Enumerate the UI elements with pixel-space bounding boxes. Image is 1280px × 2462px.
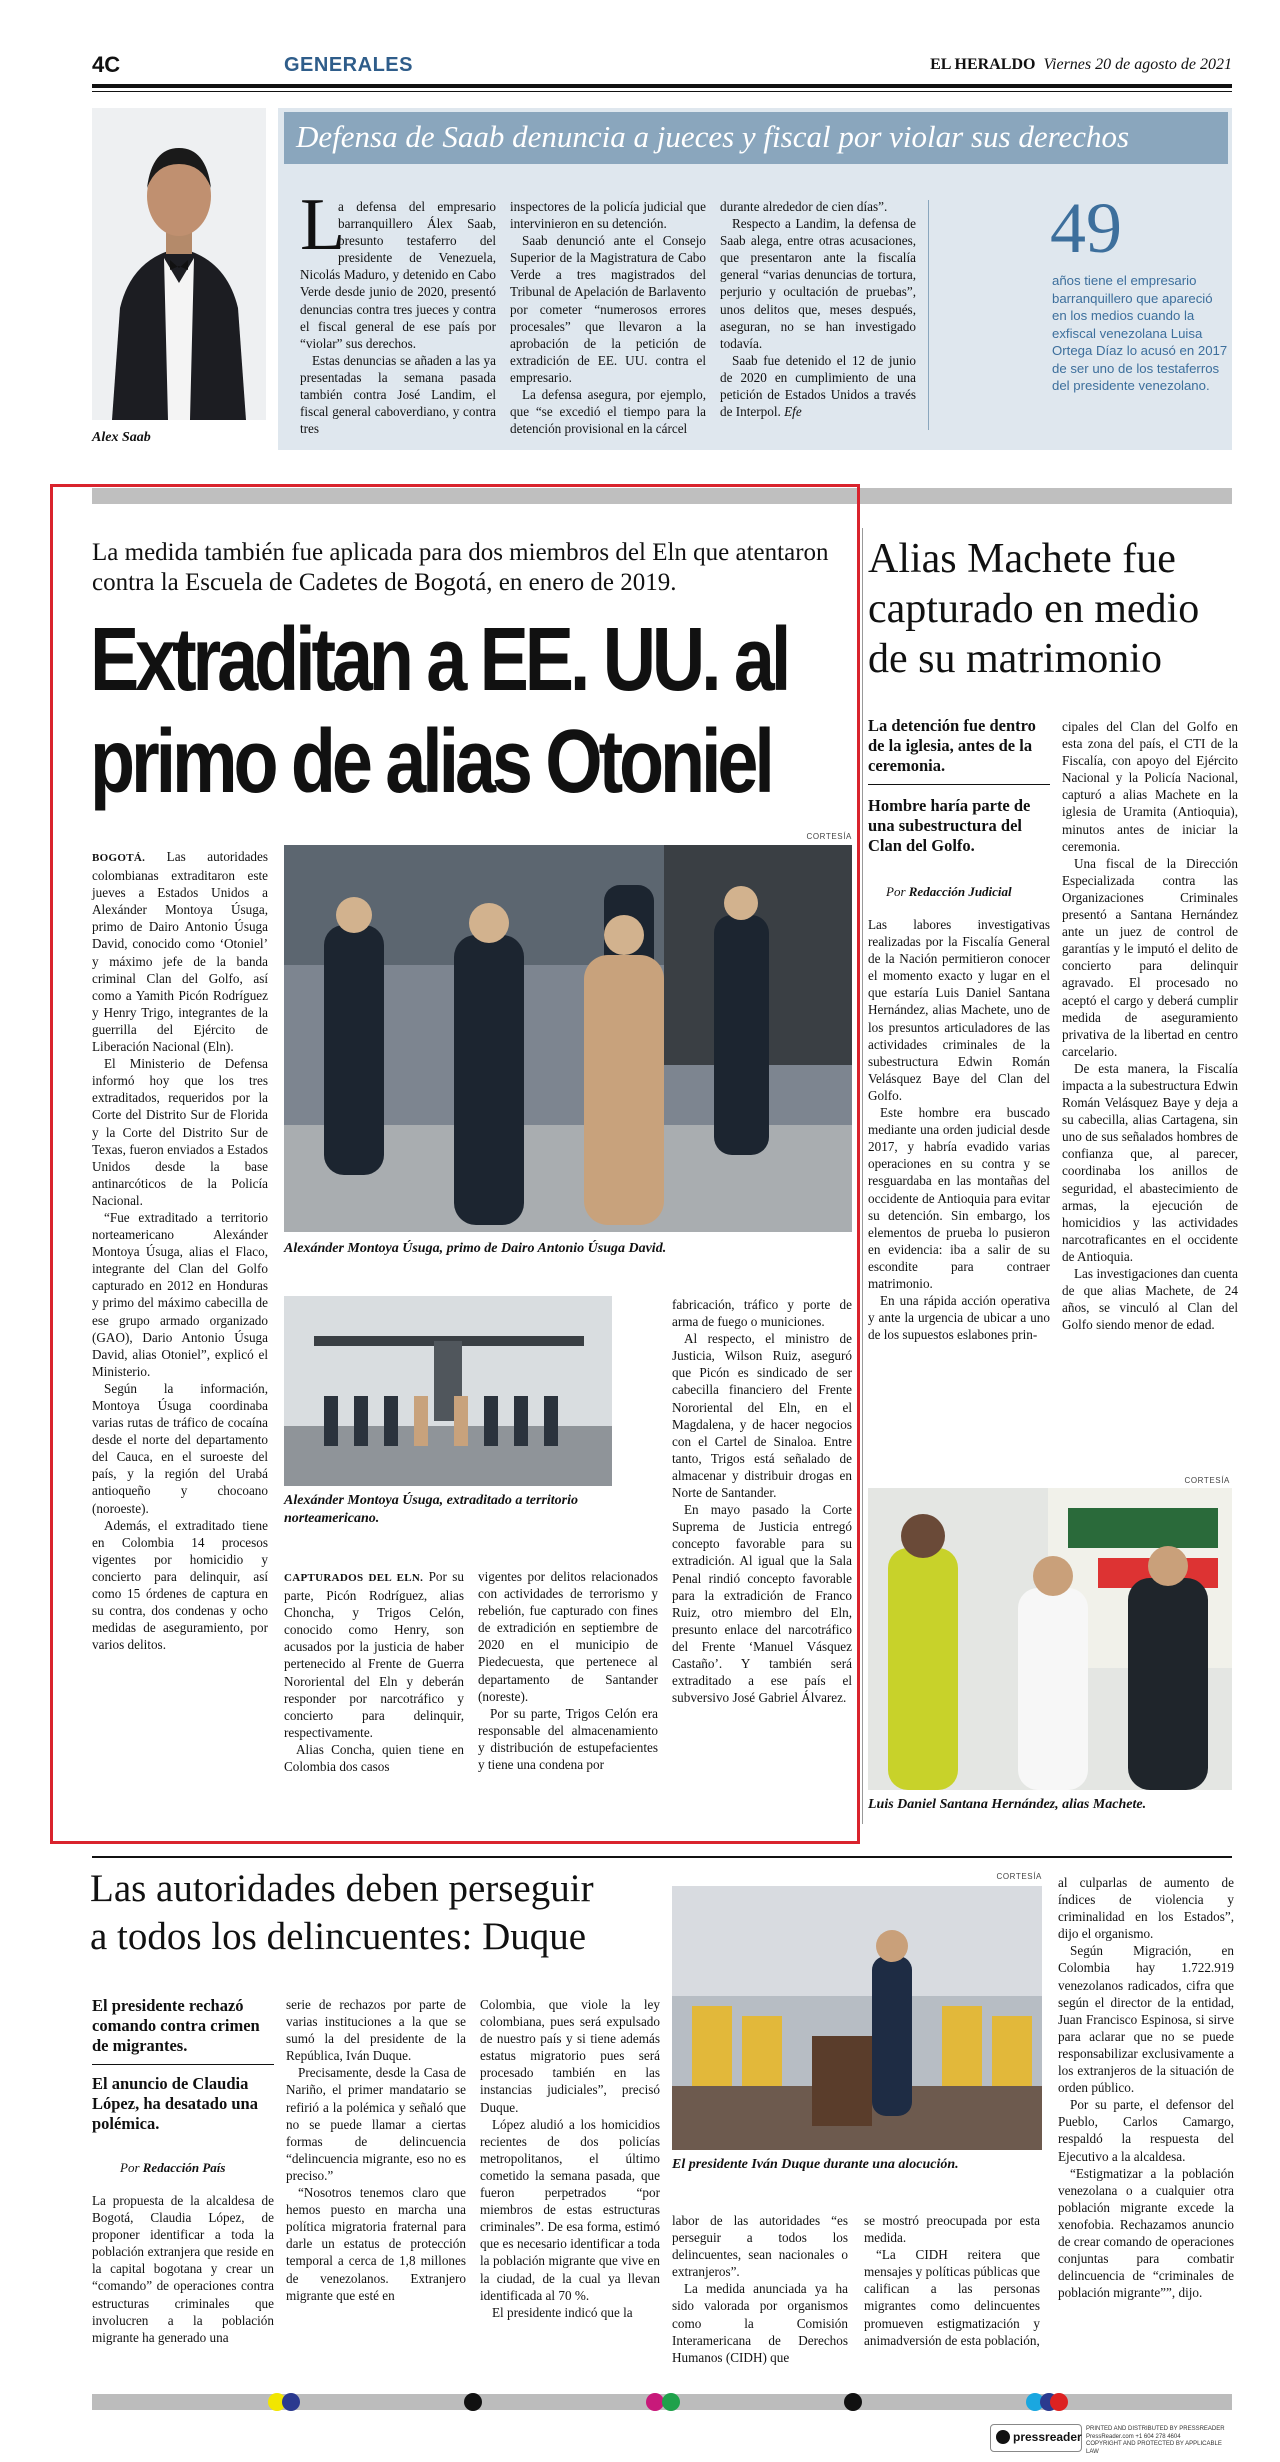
saab-col2 bbox=[510, 198, 706, 437]
duque-photo-credit: CORTESÍA bbox=[996, 1872, 1042, 1881]
fineprint-line2: PressReader.com +1 604 278 4604 bbox=[1086, 2433, 1181, 2440]
machete-photo-caption: Luis Daniel Santana Hernández, alias Machete. bbox=[868, 1797, 1147, 1812]
duque-col3-p2: López aludió a los homicidios recientes de dos policías metropolitanos, el último cometido la semana pasada, que fueron perpetrados “por miembros de estas estructuras criminales”. De esa forma, estimó que es necesario identificar a toda la población migrante que vive en la ciudad, de la cual ya llevan identificada al 70 %. bbox=[480, 2116, 660, 2303]
pressreader-badge[interactable] bbox=[990, 2424, 1082, 2452]
saab-col3-p3: Saab fue detenido el 12 de junio de 2020 en cumplimiento de una petición de Estados Unidos a través de Interpol. Efe bbox=[720, 352, 916, 420]
reg-dot-red bbox=[1050, 2393, 1068, 2411]
machete-col2 bbox=[1062, 718, 1238, 1333]
duque-top-rule bbox=[92, 1856, 1232, 1858]
duque-col2-p3: “Nosotros tenemos claro que hemos puesto en marcha una política migratoria fraternal para darle un estatus de protección temporal a cerca de 1,8 millones de venezolanos. Extranjero migrante que esté en bbox=[286, 2185, 466, 2303]
machete-photo-credit: CORTESÍA bbox=[1184, 1476, 1230, 1485]
main-photo1-caption: Alexánder Montoya Úsuga, primo de Dairo Antonio Úsuga David. bbox=[284, 1241, 667, 1256]
machete-col2-p3: De esta manera, la Fiscalía impacta a la subestructura Edwin Román Velásquez Baye y deja a su cabecilla, alias Cartagena, sin uno de sus señalados hombres de confianza que, al parecer, coordinaba los anillos de seguridad, el abastecimiento de armas, la ejecución de homicidios y las actividades narcotraficantes en el occidente de Antioquia. bbox=[1062, 1060, 1238, 1264]
main-col1-p4: Según la información, Montoya Úsuga coordinaba varias rutas de tráfico de cocaína desde el norte del departamento del Cauca, en el suroeste del país, y la región del Urabá antioqueño y chocoano (noroeste). bbox=[92, 1380, 268, 1516]
fineprint-line1: PRINTED AND DISTRIBUTED BY PRESSREADER bbox=[1086, 2426, 1225, 2432]
machete-col1 bbox=[868, 916, 1050, 1343]
pressreader-logo-icon bbox=[996, 2430, 1010, 2444]
main-col3-p1: fabricación, tráfico y porte de arma de fuego o municiones. bbox=[672, 1297, 852, 1330]
saab-photo-caption: Alex Saab bbox=[92, 430, 151, 445]
saab-col1-p1: a defensa del empresario barranquillero Álex Saab, presunto testaferro del presidente de Venezuela, Nicolás Maduro, y detenido en Cabo Verde desde junio de 2020, presentó denuncias contra tres jueces y contra el fiscal general de ese país por “violar” sus derechos. bbox=[300, 199, 496, 351]
duque-col3-p1: Colombia, que viole la ley colombiana, pues será expulsado de nuestro país y si tiene además estatus migratorio pues será procesado también en las instancias judiciales”, precisó Duque. bbox=[480, 1997, 660, 2115]
saab-stat-text: años tiene el empresario barranquillero que apareció en los medios cuando la exfiscal venezolana Luisa Ortega Díaz lo acusó en 2017 de ser uno de los testaferros del presidente venezolano. bbox=[1052, 273, 1228, 393]
main-col1-p1: BOGOTÁ. Las autoridades colombianas extraditaron este jueves a Estados Unidos a Alexánder Montoya Úsuga, primo de Dairo Antonio Úsuga David, conocido como ‘Otoniel’ y máximo jefe de la banda criminal Clan del Golfo, así como a Yamith Picón Rodríguez y Henry Trigo, integrantes de la guerrilla del Ejército de Liberación Nacional (Eln). bbox=[92, 849, 268, 1055]
duque-col3-p3: El presidente indicó que la bbox=[492, 2304, 633, 2320]
main-headline-line1: Extraditan a EE. UU. al bbox=[90, 610, 788, 710]
main-col-a bbox=[284, 1568, 464, 1775]
saab-col2-p1: inspectores de la policía judicial que intervinieron en su detención. bbox=[510, 199, 706, 232]
saab-col2-p2: Saab denunció ante el Consejo Superior de la Magistratura de Cabo Verde a tres magistrados del Tribunal de Apelación de Barlavento por cometer “numerosos errores procesales” que llevaron a la aprobación de la petición de extradición de EE. UU. contra el empresario. bbox=[510, 233, 706, 385]
machete-col2-p1: cipales del Clan del Golfo en esta zona del país, el CTI de la Fiscalía, con apoyo del Ejército Nacional y la Policía Nacional, capturó a alias Machete en la iglesia de Uramita (Antioquia), minutos antes de iniciar la ceremonia. bbox=[1062, 719, 1238, 854]
main-photo2 bbox=[284, 1296, 612, 1486]
main-col3-p3: En mayo pasado la Corte Suprema de Justicia entregó concepto favorable para su extradición. Al igual que la Sala Penal rindió concepto favorable para la extradición de Franco Ruiz, otro miembro del Eln, presunto enlace del narcotráfico del Frente ‘Manuel Vásquez Castaño’. Y también será extraditado a ese país el subversivo José Gabriel Álvarez. bbox=[672, 1502, 852, 1706]
machete-byline: Por Redacción Judicial bbox=[886, 884, 1012, 899]
machete-sub-rule bbox=[868, 784, 1050, 785]
main-col3-p2: Al respecto, el ministro de Justicia, Wilson Ruiz, aseguró que Picón es sindicado de ser cabecilla financiero del Frente Nororiental del Eln, en el Magdalena, y de hacer negocios con el Cartel de Sinaloa. Entre tanto, Trigos está señalado de almacenar y distribuir drogas en Norte de Santander. bbox=[672, 1331, 852, 1501]
main-col1-p5: Además, el extraditado tiene en Colombia 14 procesos vigentes por homicidio y concierto para delinquir, así como 15 órdenes de captura en su contra, dos condenas y ocho medidas de aseguramiento, por varios delitos. bbox=[92, 1517, 268, 1653]
main-photo1-credit: CORTESÍA bbox=[806, 832, 852, 841]
duque-col2-p2: Precisamente, desde la Casa de Nariño, el primer mandatario se refirió a la polémica y señaló que no se puede llamar a ciertas formas de delincuencia “delincuencia migrante, eso no es preciso.” bbox=[286, 2065, 466, 2183]
header-rule-thin bbox=[92, 91, 1232, 92]
saab-stat-number: 49 bbox=[1050, 188, 1122, 268]
saab-stat-divider bbox=[928, 200, 929, 430]
duque-col5-p2: “La CIDH reitera que mensajes y políticas públicas que califican a las personas migrantes como delincuentes promueven estigmatización y animadversión de esta población, bbox=[864, 2247, 1040, 2348]
main-photo1 bbox=[284, 845, 852, 1232]
reg-dot-black-2 bbox=[844, 2393, 862, 2411]
machete-sub2: Hombre haría parte de una subestructura del Clan del Golfo. bbox=[868, 796, 1031, 855]
saab-col3-p1: durante alrededor de cien días”. bbox=[720, 199, 888, 214]
machete-divider bbox=[862, 528, 863, 1824]
main-col3 bbox=[672, 1296, 852, 1706]
machete-sub1: La detención fue dentro de la iglesia, antes de la ceremonia. bbox=[868, 716, 1036, 775]
duque-headline-line1: Las autoridades deben perseguir bbox=[90, 1867, 594, 1910]
paper-name: EL HERALDO bbox=[930, 56, 1036, 73]
main-lead-word: BOGOTÁ. bbox=[92, 852, 146, 864]
saab-col3 bbox=[720, 198, 916, 420]
duque-col6-p1: al culparlas de aumento de índices de violencia y criminalidad en los Estados”, dijo el organismo. bbox=[1058, 1875, 1234, 1942]
main-headline-line2: primo de alias Otoniel bbox=[90, 712, 771, 812]
duque-sub2: El anuncio de Claudia López, ha desatado una polémica. bbox=[92, 2074, 258, 2133]
reg-dot-black bbox=[464, 2393, 482, 2411]
saab-col3-p2: Respecto a Landim, la defensa de Saab alega, entre otras acusaciones, que presentaron ante la fiscalía general “varias denuncias de tortura, perjurio y ocultación de pruebas”, unos delitos que, meses después, aseguran, no se han investigado todavía. bbox=[720, 216, 916, 351]
main-col-b bbox=[478, 1568, 658, 1773]
duque-col2-p1: serie de rechazos por parte de varias instituciones a la que se sumó la del presidente de la República, Iván Duque. bbox=[286, 1997, 466, 2064]
duque-headline-line2: a todos los delincuentes: Duque bbox=[90, 1915, 587, 1958]
saab-col2-p3: La defensa asegura, por ejemplo, que “se excedió el tiempo para la detención provisional en la cárcel bbox=[510, 387, 706, 437]
reg-dot-blue bbox=[282, 2393, 300, 2411]
issue-date: Viernes 20 de agosto de 2021 bbox=[1043, 56, 1232, 73]
duque-col6-p4: “Estigmatizar a la población venezolana o a cualquier otra población migrante excede la xenofobia. Rechazamos anuncio de crear comando de operaciones conjuntas para combatir delincuencia de “criminales de población migrante””, dijo. bbox=[1058, 2165, 1234, 2301]
machete-headline: Alias Machete fue capturado en medio de su matrimonio bbox=[868, 536, 1200, 682]
duque-byline: Por Redacción País bbox=[120, 2160, 226, 2175]
header-rule bbox=[92, 84, 1232, 88]
main-col-b-p1: vigentes por delitos relacionados con actividades de terrorismo y rebelión, fue capturado con fines de extradición en septiembre de 2020 en el municipio de Piedecuesta, que pertenece al departamento de Santander (noreste). bbox=[478, 1569, 658, 1704]
machete-col1-p1: Las labores investigativas realizadas por la Fiscalía General de la Nación permitieron conocer el momento exacto y lugar en el que estaría Luis Daniel Santana Hernández, alias Machete, uno de los presuntos articuladores de las actividades criminales de la subestructura Edwin Román Velásquez Baye del Clan del Golfo. bbox=[868, 917, 1050, 1103]
duque-col5-p1: se mostró preocupada por esta medida. bbox=[864, 2213, 1040, 2246]
duque-col6-p2: Según Migración, en Colombia hay 1.722.919 venezolanos radicados, cifra que según el director de la entidad, Juan Francisco Espinosa, si sirve para aclarar que no se puede responsabilizar exclusivamente a los extranjeros de la situación de orden público. bbox=[1058, 1943, 1234, 2096]
main-col-b-p2: Por su parte, Trigos Celón era responsable del almacenamiento y distribución de estupefacientes y tiene una condena por bbox=[478, 1705, 658, 1773]
page-number: 4C bbox=[92, 52, 121, 77]
machete-photo bbox=[868, 1488, 1232, 1790]
saab-photo bbox=[92, 108, 266, 420]
saab-dropcap: L bbox=[300, 184, 346, 266]
machete-col2-p4: Las investigaciones dan cuenta de que alias Machete, de 24 años, se vinculó al Clan del Golfo siendo menor de edad. bbox=[1062, 1266, 1238, 1333]
saab-agency: Efe bbox=[784, 404, 802, 420]
duque-photo bbox=[672, 1886, 1042, 2150]
main-col1 bbox=[92, 848, 268, 1653]
machete-col1-p3: En una rápida acción operativa y ante la urgencia de ubicar a uno de los supuestos eslabones prin- bbox=[868, 1293, 1050, 1343]
main-col1-p3: “Fue extraditado a territorio norteamericano Alexánder Montoya Úsuga, alias el Flaco, integrante del Clan del Golfo capturado en 2012 en Honduras y primo del máximo cabecilla de ese grupo armado organizado (GAO), Dario Antonio Úsuga David, alias Otoniel”, explicó el Ministerio. bbox=[92, 1209, 268, 1379]
duque-sub1: El presidente rechazó comando contra crimen de migrantes. bbox=[92, 1996, 260, 2055]
duque-col5 bbox=[864, 2212, 1040, 2349]
duque-col3 bbox=[480, 1996, 660, 2321]
registration-marks bbox=[92, 2393, 1232, 2411]
machete-col2-p2: Una fiscal de la Dirección Especializada contra las Organizaciones Criminales presentó a Santana Hernández ante un juez de control de garantías y le imputó el delito de concierto para delinquir agravado. El procesado no aceptó el cargo y deberá cumplir medida de aseguramiento privativa de la libertad en centro carcelario. bbox=[1062, 855, 1238, 1059]
duque-col6 bbox=[1058, 1874, 1234, 2301]
pressreader-brand: pressreader bbox=[1013, 2430, 1082, 2444]
main-col1-p2: El Ministerio de Defensa informó hoy que los tres extraditados, requeridos por la Corte del Distrito Sur de Florida y la Corte del Distrito Sur de Texas, fueron enviados a Estados Unidos desde la base antinarcóticos de la Policía Nacional. bbox=[92, 1056, 268, 1208]
duque-col1-p1: La propuesta de la alcaldesa de Bogotá, Claudia López, de proponer identificar a toda la población extranjera que reside en la capital bogotana y crear un “comando” de operaciones contra estructuras criminales que involucren a la población migrante ha generado una bbox=[92, 2193, 274, 2345]
section-name: GENERALES bbox=[284, 54, 413, 76]
main-col-a-p2: Alias Concha, quien tiene en Colombia dos casos bbox=[284, 1741, 464, 1775]
main-col-a-lead: CAPTURADOS DEL ELN. bbox=[284, 1572, 424, 1584]
main-photo2-caption: Alexánder Montoya Úsuga, extraditado a territorio norteamericano. bbox=[284, 1493, 579, 1526]
saab-headline: Defensa de Saab denuncia a jueces y fiscal por violar sus derechos bbox=[296, 119, 1130, 154]
reg-dot-green bbox=[662, 2393, 680, 2411]
duque-col4-p1: labor de las autoridades “es perseguir a todos los delincuentes, sean nacionales o extranjeros”. bbox=[672, 2213, 848, 2280]
duque-sub-rule bbox=[92, 2064, 274, 2065]
machete-col1-p2: Este hombre era buscado mediante una orden judicial desde 2017, y habría evadido varias operaciones en su contra y se resguardaba en las montañas del occidente de Antioquia para evitar su detención. Sin embargo, los elementos de prueba lo pusieron en evidencia: iba a salir de su escondite para contraer matrimonio. bbox=[868, 1105, 1050, 1291]
duque-col4 bbox=[672, 2212, 848, 2366]
pressreader-fineprint bbox=[1086, 2426, 1232, 2456]
masthead bbox=[930, 56, 1232, 74]
duque-col4-p2: La medida anunciada ya ha sido valorada por organismos como la Comisión Interamericana de Derechos Humanos (CIDH) que bbox=[672, 2281, 848, 2365]
saab-col1-p2: Estas denuncias se añaden a las ya presentadas la semana pasada también contra José Landim, el fiscal general caboverdiano, y contra tres bbox=[300, 352, 496, 437]
duque-col6-p3: Por su parte, el defensor del Pueblo, Carlos Camargo, respaldó la respuesta del Ejecutivo a la alcaldesa. bbox=[1058, 2097, 1234, 2164]
duque-col2 bbox=[286, 1996, 466, 2304]
main-kicker: La medida también fue aplicada para dos miembros del Eln que atentaron contra la Escuela de Cadetes de Bogotá, en enero de 2019. bbox=[92, 539, 829, 596]
saab-col1 bbox=[300, 198, 496, 437]
duque-photo-caption: El presidente Iván Duque durante una alocución. bbox=[672, 2157, 959, 2172]
duque-col1 bbox=[92, 2192, 274, 2346]
fineprint-line3: COPYRIGHT AND PROTECTED BY APPLICABLE LAW bbox=[1086, 2441, 1222, 2455]
main-col-a-p1: CAPTURADOS DEL ELN. Por su parte, Picón Rodríguez, alias Choncha, y Trigos Celón, conocido como Henry, son acusados por la justicia de haber pertenecido al Frente de Guerra Nororiental del Eln y deberán responder por narcotráfico y concierto para delinquir, respectivamente. bbox=[284, 1569, 464, 1740]
